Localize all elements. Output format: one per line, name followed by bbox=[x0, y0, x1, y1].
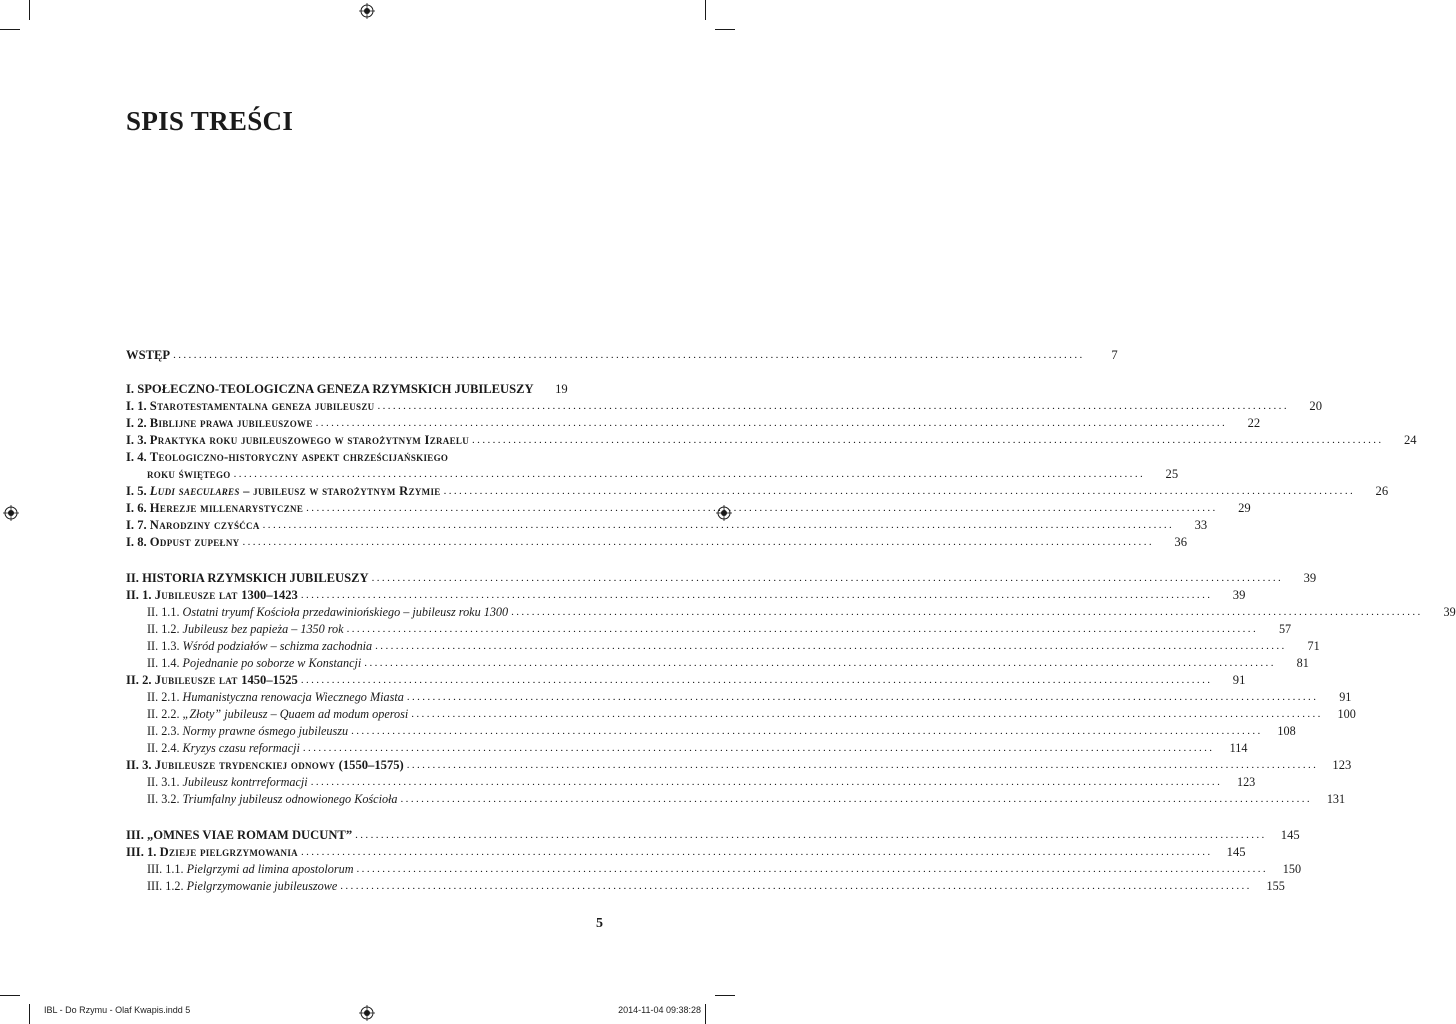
table-of-contents bbox=[126, 347, 1456, 895]
toc-entry: I. 6. Herezje millenarystyczne ..... 29 bbox=[126, 500, 610, 517]
toc-entry: II. 2.1. Humanistyczna renowacja Wiecznego Miasta ..... 91 bbox=[126, 689, 610, 706]
toc-entry: II. 2.3. Normy prawne ósmego jubileuszu ..... 108 bbox=[126, 723, 610, 740]
toc-entry: III. „OMNES VIAE ROMAM DUCUNT” ..... 145 bbox=[126, 827, 610, 844]
crop-mark bbox=[0, 29, 20, 30]
toc-entry: III. 1.1. Pielgrzymi ad limina apostolorum ..... 150 bbox=[126, 861, 610, 878]
registration-mark-icon bbox=[359, 3, 375, 19]
toc-entry: III. 1. Dzieje pielgrzymowania ..... 145 bbox=[126, 844, 610, 861]
toc-entry: II. HISTORIA RZYMSKICH JUBILEUSZY ..... 39 bbox=[126, 570, 610, 587]
toc-entry: II. 1.3. Wśród podziałów – schizma zachodnia ..... 71 bbox=[126, 638, 610, 655]
toc-entry: II. 2. Jubileusze lat 1450–1525 ..... 91 bbox=[126, 672, 610, 689]
toc-entry: I. 5. Ludi saeculares – jubileusz w starożytnym Rzymie ..... 26 bbox=[126, 483, 610, 500]
crop-mark bbox=[29, 1004, 30, 1024]
toc-entry: I. 4. Teologiczno-historyczny aspekt chrześcijańskiego bbox=[126, 450, 449, 464]
toc-entry-continued: roku świętego ..... 25 bbox=[126, 466, 610, 483]
slug-file-info: IBL - Do Rzymu - Olaf Kwapis.indd 5 bbox=[44, 1005, 191, 1015]
registration-mark-icon bbox=[3, 505, 19, 521]
toc-entry: I. 8. Odpust zupełny ..... 36 bbox=[126, 534, 610, 551]
toc-entry: II. 1. Jubileusze lat 1300–1423 ..... 39 bbox=[126, 587, 610, 604]
slug-timestamp: 2014-11-04 09:38:28 bbox=[618, 1005, 701, 1015]
toc-entry: I. SPOŁECZNO-TEOLOGICZNA GENEZA RZYMSKICH JUBILEUSZY 19 bbox=[126, 382, 568, 396]
crop-mark bbox=[715, 995, 735, 996]
page-title: SPIS TREŚCI bbox=[126, 106, 294, 136]
toc-entry: II. 1.4. Pojednanie po soborze w Konstancji ..... 81 bbox=[126, 655, 610, 672]
toc-entry: II. 1.2. Jubileusz bez papieża – 1350 rok ..... 57 bbox=[126, 621, 610, 638]
crop-mark bbox=[705, 0, 706, 20]
crop-mark bbox=[29, 0, 30, 20]
toc-entry: III. 1.2. Pielgrzymowanie jubileuszowe ..... 155 bbox=[126, 878, 610, 895]
crop-mark bbox=[705, 1004, 706, 1024]
registration-mark-icon bbox=[359, 1005, 375, 1021]
toc-entry: I. 3. Praktyka roku jubileuszowego w starożytnym Izraelu ..... 24 bbox=[126, 432, 610, 449]
toc-entry: I. 7. Narodziny czyśćca ..... 33 bbox=[126, 517, 610, 534]
toc-entry: II. 2.4. Kryzys czasu reformacji ..... 114 bbox=[126, 740, 610, 757]
toc-entry: II. 3.2. Triumfalny jubileusz odnowionego Kościoła ..... 131 bbox=[126, 791, 610, 808]
crop-mark bbox=[0, 995, 20, 996]
toc-entry: II. 3. Jubileusze trydenckiej odnowy (1550–1575) ..... 123 bbox=[126, 757, 610, 774]
toc-entry: I. 2. Biblijne prawa jubileuszowe ..... 22 bbox=[126, 415, 610, 432]
toc-entry: I. 1. Starotestamentalna geneza jubileuszu ..... 20 bbox=[126, 398, 610, 415]
toc-entry: WSTĘP ..... 7 bbox=[126, 347, 610, 364]
toc-entry: II. 1.1. Ostatni tryumf Kościoła przedawiniońskiego – jubileusz roku 1300 ..... 39 bbox=[126, 604, 610, 621]
page-number: 5 bbox=[596, 916, 603, 931]
crop-mark bbox=[715, 29, 735, 30]
toc-entry: II. 3.1. Jubileusz kontrreformacji ..... 123 bbox=[126, 774, 610, 791]
toc-entry: II. 2.2. „Złoty” jubileusz – Quaem ad modum operosi ..... 100 bbox=[126, 706, 610, 723]
